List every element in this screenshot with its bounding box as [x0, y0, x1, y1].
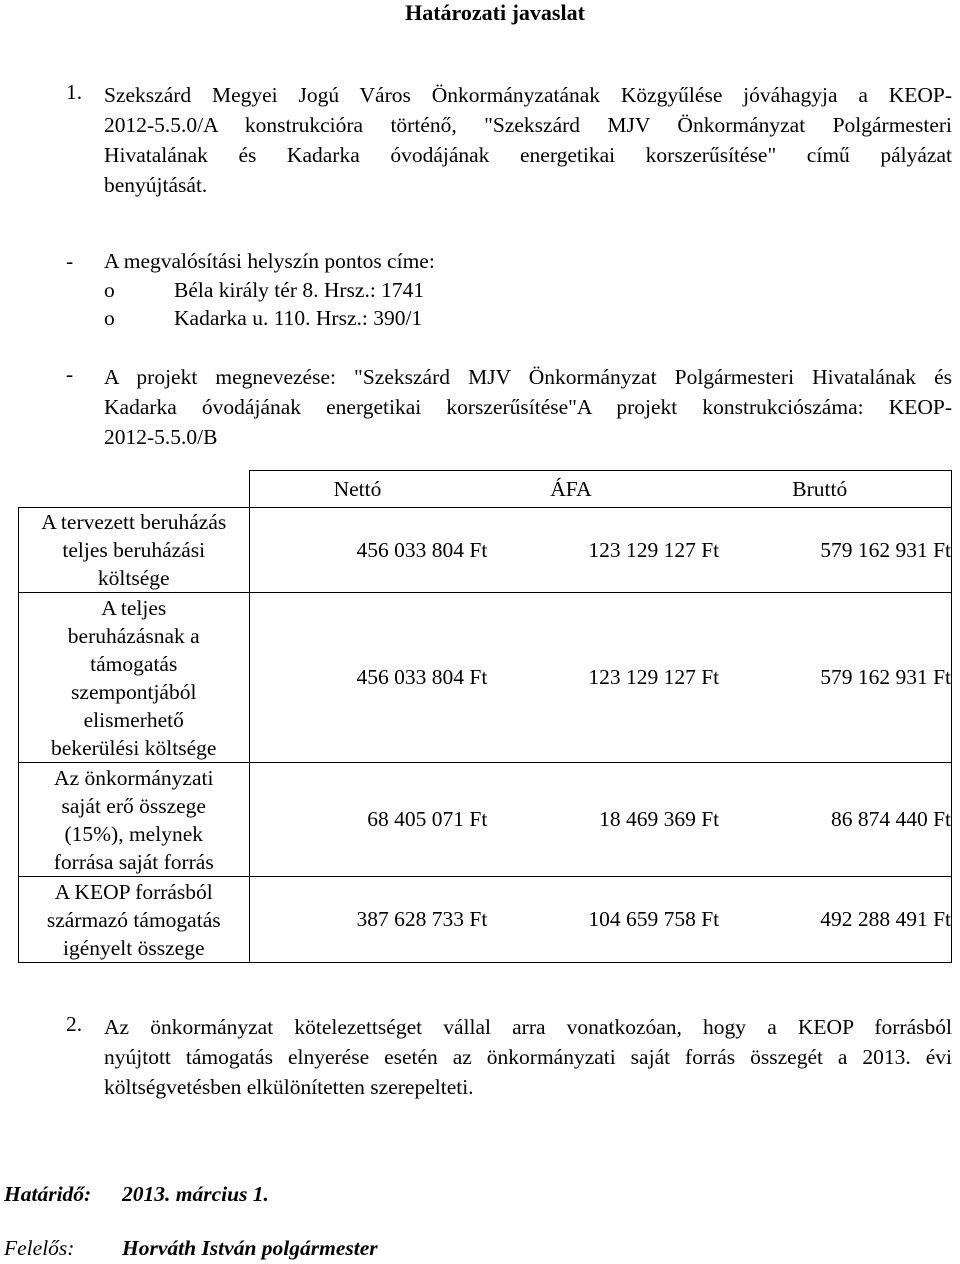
point-1-line: Hivatalának és Kadarka óvodájának energetikai korszerűsítése" című pályázat	[104, 143, 952, 167]
table-corner	[19, 471, 250, 508]
netto-value: 456 033 804 Ft	[356, 537, 488, 562]
row-label-line: A teljes	[101, 595, 167, 620]
row-label-line: Az önkormányzati	[54, 765, 214, 790]
table-row	[19, 763, 952, 877]
netto-value: 387 628 733 Ft	[356, 907, 488, 931]
point-1-number: 1.	[66, 80, 83, 104]
netto-value: 456 033 804 Ft	[356, 665, 488, 689]
row-label-line: A KEOP forrásból	[54, 879, 213, 904]
point-2-line: költségvetésben elkülönítetten szerepelteti.	[104, 1075, 474, 1099]
point-2-line: nyújtott támogatás elnyerése esetén az önkormányzati saját forrás összegét a 2013. évi	[104, 1045, 952, 1069]
location-dash: -	[66, 249, 74, 273]
table-header-row	[19, 471, 952, 508]
cost-table	[18, 470, 952, 963]
point-2-text	[104, 1012, 952, 1102]
location-address-2: Kadarka u. 110. Hrsz.: 390/1	[174, 306, 423, 330]
afa-value: 18 469 369 Ft	[599, 807, 720, 831]
row-label-line: származó támogatás	[46, 907, 221, 932]
row-values	[249, 877, 952, 963]
table-header-cell	[249, 471, 952, 508]
table-row	[19, 593, 952, 763]
project-line: 2012-5.5.0/B	[104, 425, 218, 449]
deadline-value: 2013. március 1.	[122, 1182, 269, 1206]
row-label	[19, 593, 250, 763]
project-text	[104, 362, 952, 452]
row-values	[249, 763, 952, 877]
point-1-line: 2012-5.5.0/A konstrukcióra történő, "Szekszárd MJV Önkormányzat Polgármesteri	[104, 113, 952, 137]
row-label-line: (15%), melynek	[64, 821, 203, 846]
row-label-line: saját erő összege	[61, 793, 206, 818]
row-label	[19, 877, 250, 963]
row-label-line: elismerhető	[83, 707, 184, 732]
header-netto: Nettó	[333, 476, 382, 501]
netto-value: 68 405 071 Ft	[367, 807, 488, 831]
deadline-label: Határidő:	[4, 1182, 92, 1206]
row-label-line: beruházásnak a	[67, 623, 200, 648]
location-bullet: o	[104, 278, 115, 302]
responsible-label: Felelős:	[4, 1236, 75, 1260]
row-label-line: szempontjából	[71, 679, 197, 704]
brutto-value: 492 288 491 Ft	[820, 907, 952, 931]
page-title: Határozati javaslat	[405, 0, 585, 25]
row-label	[19, 763, 250, 877]
point-2-line: Az önkormányzat kötelezettséget vállal arra vonatkozóan, hogy a KEOP forrásból	[104, 1015, 952, 1039]
location-bullet: o	[104, 306, 115, 330]
table-row	[19, 508, 952, 593]
row-label-line: forrása saját forrás	[53, 849, 214, 874]
location-address-1: Béla király tér 8. Hrsz.: 1741	[174, 278, 425, 302]
row-label-line: teljes beruházási	[62, 538, 206, 562]
row-label-line: költsége	[97, 566, 170, 590]
afa-value: 104 659 758 Ft	[588, 907, 720, 931]
brutto-value: 86 874 440 Ft	[830, 807, 952, 831]
row-values	[249, 508, 952, 593]
point-1-line: benyújtását.	[104, 173, 208, 197]
responsible-value: Horváth István polgármester	[122, 1236, 378, 1260]
row-label-line: A tervezett beruházás	[41, 510, 227, 534]
point-1-line: Szekszárd Megyei Jogú Város Önkormányzatának Közgyűlése jóváhagyja a KEOP-	[104, 83, 952, 107]
header-brutto: Bruttó	[792, 476, 848, 501]
row-label-line: támogatás	[90, 651, 178, 676]
header-afa: ÁFA	[550, 476, 592, 501]
row-label	[19, 508, 250, 593]
project-line: Kadarka óvodájának energetikai korszerűsítése"A projekt konstrukciószáma: KEOP-	[104, 395, 952, 419]
brutto-value: 579 162 931 Ft	[820, 665, 952, 689]
table-row	[19, 877, 952, 963]
brutto-value: 579 162 931 Ft	[820, 537, 952, 562]
row-label-line: igényelt összege	[63, 935, 205, 960]
afa-value: 123 129 127 Ft	[588, 537, 720, 562]
afa-value: 123 129 127 Ft	[588, 665, 720, 689]
project-dash: -	[66, 362, 74, 386]
row-label-line: bekerülési költsége	[51, 735, 217, 760]
point-1-text	[104, 80, 952, 200]
location-label: A megvalósítási helyszín pontos címe:	[104, 249, 435, 273]
row-values	[249, 593, 952, 763]
point-2-number: 2.	[66, 1012, 83, 1036]
project-line: A projekt megnevezése: "Szekszárd MJV Önkormányzat Polgármesteri Hivatalának és	[104, 365, 952, 389]
